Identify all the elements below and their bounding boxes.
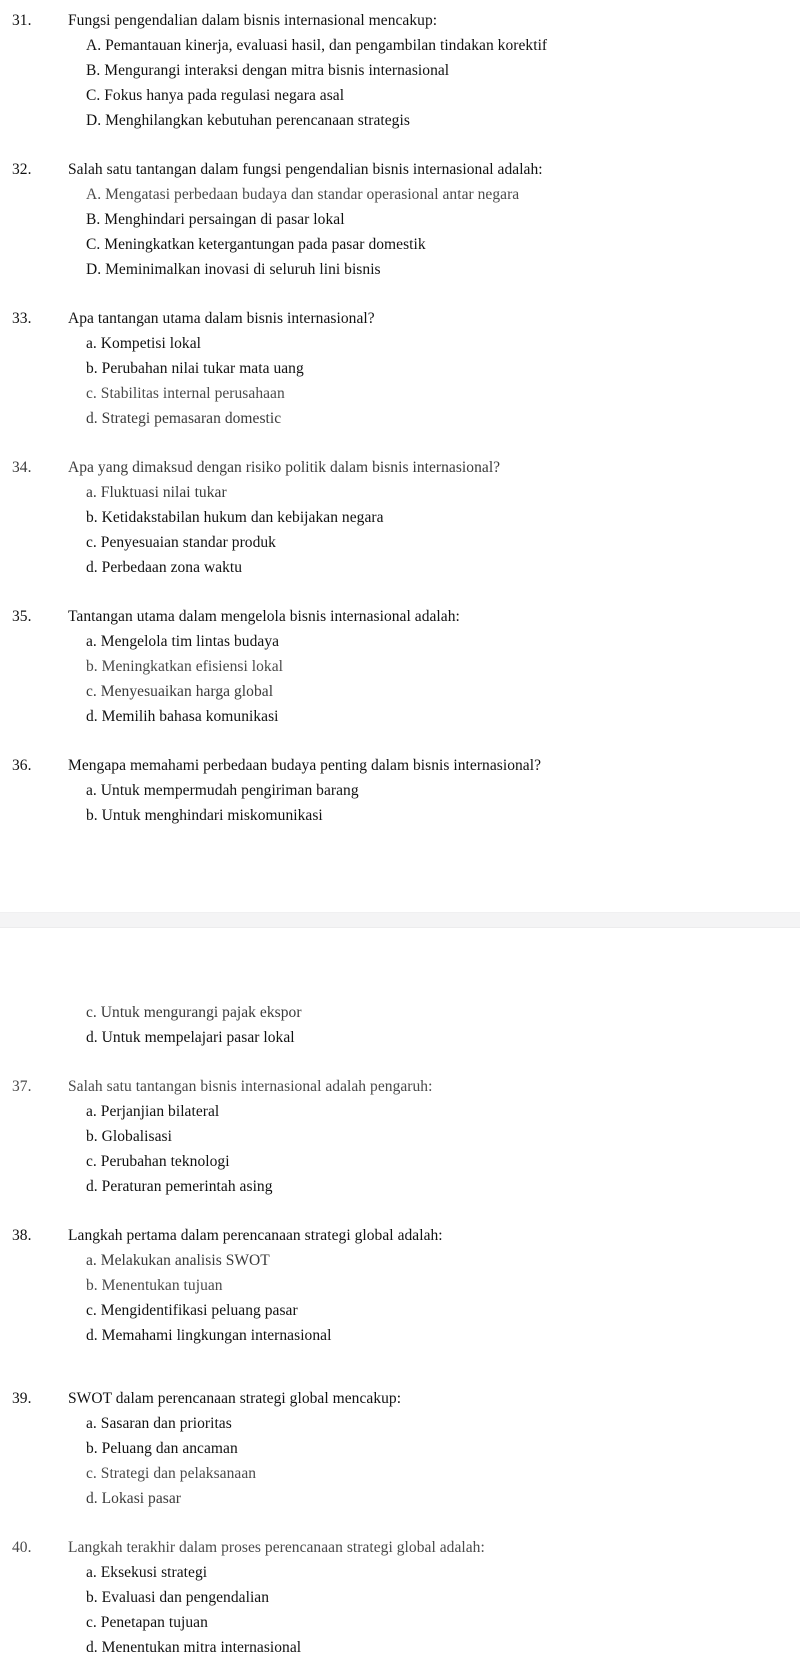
page-break-separator: [0, 912, 800, 928]
question-spacer: [0, 580, 800, 604]
option-33-c[interactable]: c. Stabilitas internal perusahaan: [86, 385, 285, 402]
question-text-31: Fungsi pengendalian dalam bisnis internasional mencakup:: [68, 12, 438, 29]
question-number-38: 38.: [12, 1227, 32, 1244]
question-number-32: 32.: [12, 161, 32, 178]
option-33-a[interactable]: a. Kompetisi lokal: [86, 335, 201, 352]
question-text-34: Apa yang dimaksud dengan risiko politik dalam bisnis internasional?: [68, 459, 501, 476]
question-text-32: Salah satu tantangan dalam fungsi pengendalian bisnis internasional adalah:: [68, 161, 543, 178]
option-38-b[interactable]: b. Menentukan tujuan: [86, 1277, 223, 1294]
document-page-2: [0, 928, 800, 1660]
option-35-d[interactable]: d. Memilih bahasa komunikasi: [86, 708, 279, 725]
option-40-d[interactable]: d. Menentukan mitra internasional: [86, 1639, 302, 1656]
question-number-36: 36.: [12, 757, 32, 774]
option-31-b[interactable]: B. Mengurangi interaksi dengan mitra bisnis internasional: [86, 62, 450, 79]
question-block-38: [0, 1223, 800, 1348]
option-36-b[interactable]: b. Untuk menghindari miskomunikasi: [86, 807, 323, 824]
question-text-35: Tantangan utama dalam mengelola bisnis internasional adalah:: [68, 608, 460, 625]
option-40-b[interactable]: b. Evaluasi dan pengendalian: [86, 1589, 270, 1606]
question-number-40: 40.: [12, 1539, 32, 1556]
question-prompt-34: [0, 455, 800, 480]
option-37-c[interactable]: c. Perubahan teknologi: [86, 1153, 230, 1170]
question-spacer: [0, 431, 800, 455]
option-35-b[interactable]: b. Meningkatkan efisiensi lokal: [86, 658, 283, 675]
question-block-36-continued: [0, 1000, 800, 1050]
question-text-36: Mengapa memahami perbedaan budaya penting dalam bisnis internasional?: [68, 757, 542, 774]
question-prompt-38: [0, 1223, 800, 1248]
question-number-37: 37.: [12, 1078, 32, 1095]
question-spacer: [0, 1348, 800, 1372]
option-40-a[interactable]: a. Eksekusi strategi: [86, 1564, 208, 1581]
question-block-32: [0, 157, 800, 282]
option-32-b[interactable]: B. Menghindari persaingan di pasar lokal: [86, 211, 345, 228]
option-37-a[interactable]: a. Perjanjian bilateral: [86, 1103, 220, 1120]
option-33-d[interactable]: d. Strategi pemasaran domestic: [86, 410, 282, 427]
question-prompt-40: [0, 1535, 800, 1560]
option-33-b[interactable]: b. Perubahan nilai tukar mata uang: [86, 360, 304, 377]
option-37-b[interactable]: b. Globalisasi: [86, 1128, 172, 1145]
question-spacer: [0, 1199, 800, 1223]
question-number-34: 34.: [12, 459, 32, 476]
question-number-33: 33.: [12, 310, 32, 327]
question-spacer: [0, 133, 800, 157]
option-34-c[interactable]: c. Penyesuaian standar produk: [86, 534, 276, 551]
option-39-c[interactable]: c. Strategi dan pelaksanaan: [86, 1465, 257, 1482]
question-block-36: [0, 753, 800, 828]
question-text-40: Langkah terakhir dalam proses perencanaan strategi global adalah:: [68, 1539, 485, 1556]
option-35-a[interactable]: a. Mengelola tim lintas budaya: [86, 633, 280, 650]
option-38-c[interactable]: c. Mengidentifikasi peluang pasar: [86, 1302, 298, 1319]
question-block-39: [0, 1386, 800, 1511]
option-32-a[interactable]: A. Mengatasi perbedaan budaya dan standar operasional antar negara: [86, 186, 520, 203]
option-34-a[interactable]: a. Fluktuasi nilai tukar: [86, 484, 227, 501]
option-31-a[interactable]: A. Pemantauan kinerja, evaluasi hasil, dan pengambilan tindakan korektif: [86, 37, 548, 54]
question-prompt-31: [0, 8, 800, 33]
question-text-39: SWOT dalam perencanaan strategi global mencakup:: [68, 1390, 402, 1407]
question-spacer: [0, 282, 800, 306]
option-35-c[interactable]: c. Menyesuaikan harga global: [86, 683, 274, 700]
question-number-35: 35.: [12, 608, 32, 625]
page-1-content: [0, 8, 800, 828]
option-38-a[interactable]: a. Melakukan analisis SWOT: [86, 1252, 270, 1269]
option-36-d[interactable]: d. Untuk mempelajari pasar lokal: [86, 1029, 295, 1046]
page-2-content: [0, 1000, 800, 1660]
question-number-39: 39.: [12, 1390, 32, 1407]
question-block-33: [0, 306, 800, 431]
question-prompt-33: [0, 306, 800, 331]
question-prompt-39: [0, 1386, 800, 1411]
question-block-31: [0, 8, 800, 133]
option-37-d[interactable]: d. Peraturan pemerintah asing: [86, 1178, 273, 1195]
option-31-d[interactable]: D. Menghilangkan kebutuhan perencanaan strategis: [86, 112, 410, 129]
option-34-d[interactable]: d. Perbedaan zona waktu: [86, 559, 243, 576]
question-text-37: Salah satu tantangan bisnis internasional adalah pengaruh:: [68, 1078, 433, 1095]
question-block-40: [0, 1535, 800, 1660]
option-39-d[interactable]: d. Lokasi pasar: [86, 1490, 182, 1507]
question-spacer: [0, 1050, 800, 1074]
question-spacer: [0, 1511, 800, 1535]
question-text-33: Apa tantangan utama dalam bisnis internasional?: [68, 310, 375, 327]
option-31-c[interactable]: C. Fokus hanya pada regulasi negara asal: [86, 87, 345, 104]
option-38-d[interactable]: d. Memahami lingkungan internasional: [86, 1327, 332, 1344]
option-39-a[interactable]: a. Sasaran dan prioritas: [86, 1415, 232, 1432]
question-spacer-extra: [0, 1372, 800, 1386]
question-prompt-35: [0, 604, 800, 629]
question-block-35: [0, 604, 800, 729]
question-block-34: [0, 455, 800, 580]
question-text-38: Langkah pertama dalam perencanaan strategi global adalah:: [68, 1227, 443, 1244]
question-number-31: 31.: [12, 12, 32, 29]
question-prompt-36: [0, 753, 800, 778]
option-39-b[interactable]: b. Peluang dan ancaman: [86, 1440, 238, 1457]
option-36-c[interactable]: c. Untuk mengurangi pajak ekspor: [86, 1004, 302, 1021]
question-prompt-32: [0, 157, 800, 182]
question-prompt-37: [0, 1074, 800, 1099]
question-spacer: [0, 729, 800, 753]
option-36-a[interactable]: a. Untuk mempermudah pengiriman barang: [86, 782, 359, 799]
option-32-c[interactable]: C. Meningkatkan ketergantungan pada pasar domestik: [86, 236, 426, 253]
option-40-c[interactable]: c. Penetapan tujuan: [86, 1614, 208, 1631]
option-32-d[interactable]: D. Meminimalkan inovasi di seluruh lini bisnis: [86, 261, 381, 278]
question-block-37: [0, 1074, 800, 1199]
option-34-b[interactable]: b. Ketidakstabilan hukum dan kebijakan negara: [86, 509, 384, 526]
